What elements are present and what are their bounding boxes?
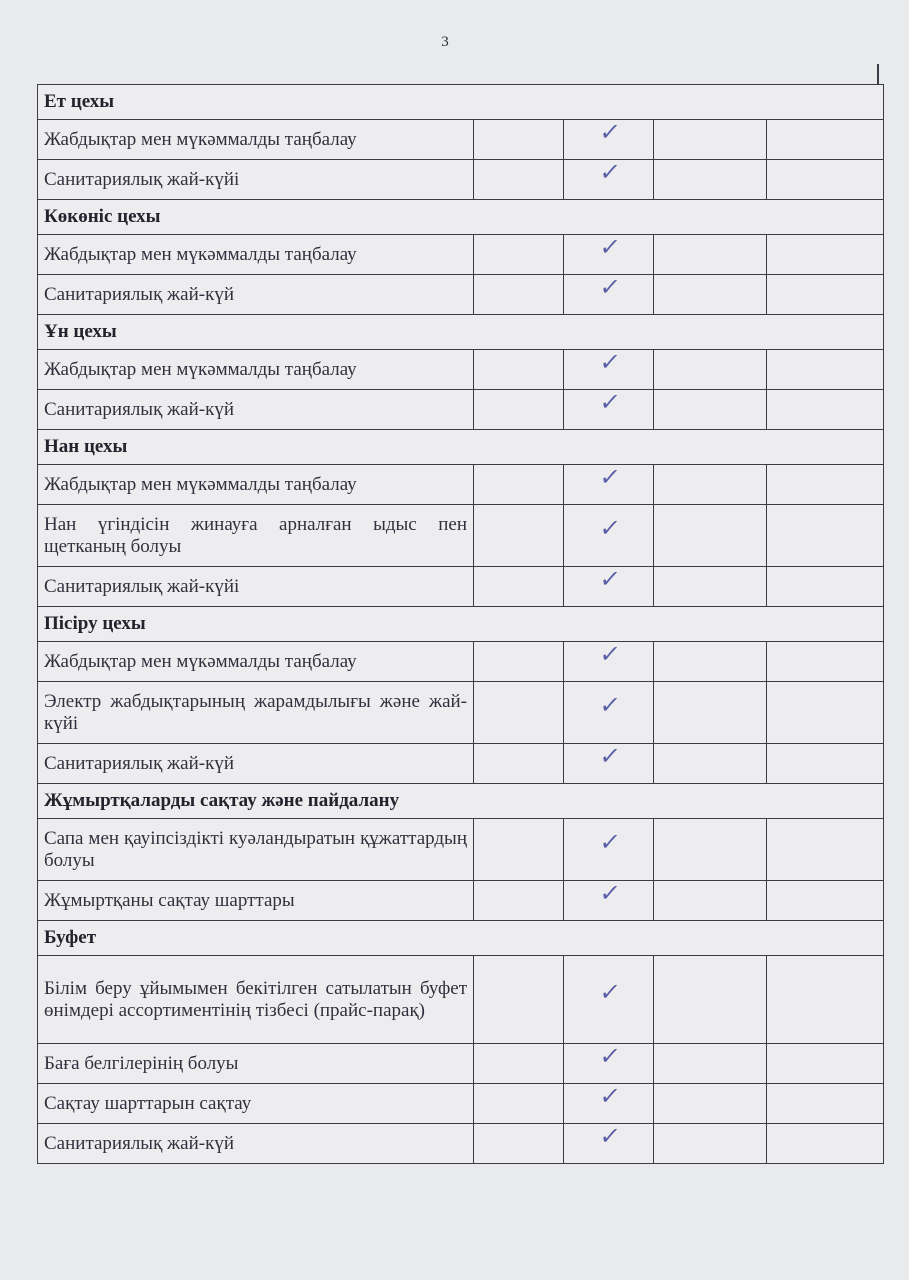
mark-cell-3[interactable] xyxy=(654,682,767,744)
section-title: Буфет xyxy=(38,921,884,956)
mark-cell-2[interactable] xyxy=(564,505,654,567)
criterion-label: Сапа мен қауіпсіздікті куәландыратын құжаттардың болуы xyxy=(38,819,474,881)
mark-cell-3[interactable] xyxy=(654,1084,767,1124)
mark-cell-1[interactable] xyxy=(474,744,564,784)
mark-cell-3[interactable] xyxy=(654,1124,767,1164)
criterion-label: Жабдықтар мен мүкәммалды таңбалау xyxy=(38,235,474,275)
mark-cell-4[interactable] xyxy=(767,275,884,315)
mark-cell-2[interactable] xyxy=(564,567,654,607)
inspection-checklist-table xyxy=(37,84,884,1164)
criterion-label: Жабдықтар мен мүкәммалды таңбалау xyxy=(38,465,474,505)
mark-cell-1[interactable] xyxy=(474,120,564,160)
mark-cell-3[interactable] xyxy=(654,465,767,505)
mark-cell-1[interactable] xyxy=(474,160,564,200)
mark-cell-4[interactable] xyxy=(767,567,884,607)
mark-cell-2[interactable] xyxy=(564,682,654,744)
mark-cell-1[interactable] xyxy=(474,505,564,567)
checkmark-icon: ✓ xyxy=(598,828,623,856)
checklist-row xyxy=(38,1044,884,1084)
mark-cell-1[interactable] xyxy=(474,275,564,315)
mark-cell-3[interactable] xyxy=(654,390,767,430)
mark-cell-4[interactable] xyxy=(767,956,884,1044)
mark-cell-2[interactable] xyxy=(564,1044,654,1084)
criterion-label: Жұмыртқаны сақтау шарттары xyxy=(38,881,474,921)
checklist-row xyxy=(38,956,884,1044)
checkmark-icon: ✓ xyxy=(598,879,623,907)
checkmark-icon: ✓ xyxy=(598,388,623,416)
checklist-row xyxy=(38,160,884,200)
mark-cell-2[interactable] xyxy=(564,744,654,784)
mark-cell-1[interactable] xyxy=(474,465,564,505)
criterion-label: Санитариялық жай-күй xyxy=(38,1124,474,1164)
mark-cell-1[interactable] xyxy=(474,956,564,1044)
checklist-row xyxy=(38,505,884,567)
checklist-row xyxy=(38,1124,884,1164)
mark-cell-2[interactable] xyxy=(564,390,654,430)
checklist-row xyxy=(38,1084,884,1124)
mark-cell-1[interactable] xyxy=(474,390,564,430)
checklist-row xyxy=(38,642,884,682)
criterion-label: Санитариялық жай-күй xyxy=(38,275,474,315)
criterion-label: Санитариялық жай-күйі xyxy=(38,160,474,200)
mark-cell-2[interactable] xyxy=(564,956,654,1044)
mark-cell-2[interactable] xyxy=(564,235,654,275)
criterion-label: Сақтау шарттарын сақтау xyxy=(38,1084,474,1124)
checkmark-icon: ✓ xyxy=(598,158,623,186)
section-header-row xyxy=(38,784,884,819)
criterion-label: Санитариялық жай-күйі xyxy=(38,567,474,607)
mark-cell-4[interactable] xyxy=(767,881,884,921)
checkmark-icon: ✓ xyxy=(598,1082,623,1110)
mark-cell-4[interactable] xyxy=(767,1044,884,1084)
checkmark-icon: ✓ xyxy=(598,691,623,719)
checkmark-icon: ✓ xyxy=(598,742,623,770)
mark-cell-1[interactable] xyxy=(474,567,564,607)
mark-cell-2[interactable] xyxy=(564,642,654,682)
section-header-row xyxy=(38,315,884,350)
criterion-label: Баға белгілерінің болуы xyxy=(38,1044,474,1084)
mark-cell-4[interactable] xyxy=(767,120,884,160)
section-header-row xyxy=(38,85,884,120)
mark-cell-4[interactable] xyxy=(767,1084,884,1124)
checkmark-icon: ✓ xyxy=(598,463,623,491)
page-number: 3 xyxy=(441,34,449,50)
checkmark-icon: ✓ xyxy=(598,1122,623,1150)
mark-cell-4[interactable] xyxy=(767,1124,884,1164)
checkmark-icon: ✓ xyxy=(598,348,623,376)
criterion-label: Электр жабдықтарының жарамдылығы және жай-күйі xyxy=(38,682,474,744)
mark-cell-2[interactable] xyxy=(564,1124,654,1164)
section-header-row xyxy=(38,200,884,235)
mark-cell-2[interactable] xyxy=(564,160,654,200)
mark-cell-4[interactable] xyxy=(767,682,884,744)
criterion-label: Жабдықтар мен мүкәммалды таңбалау xyxy=(38,642,474,682)
mark-cell-3[interactable] xyxy=(654,567,767,607)
criterion-label: Санитариялық жай-күй xyxy=(38,744,474,784)
checklist-row xyxy=(38,567,884,607)
mark-cell-4[interactable] xyxy=(767,465,884,505)
mark-cell-2[interactable] xyxy=(564,350,654,390)
mark-cell-3[interactable] xyxy=(654,275,767,315)
section-title: Ұн цехы xyxy=(38,315,884,350)
section-header-row xyxy=(38,430,884,465)
mark-cell-3[interactable] xyxy=(654,744,767,784)
mark-cell-2[interactable] xyxy=(564,120,654,160)
criterion-label: Нан үгіндісін жинауға арналған ыдыс пен щетканың болуы xyxy=(38,505,474,567)
mark-cell-2[interactable] xyxy=(564,465,654,505)
top-border-line xyxy=(877,64,879,86)
mark-cell-1[interactable] xyxy=(474,1044,564,1084)
mark-cell-3[interactable] xyxy=(654,505,767,567)
criterion-label: Жабдықтар мен мүкәммалды таңбалау xyxy=(38,350,474,390)
checklist-row xyxy=(38,682,884,744)
mark-cell-2[interactable] xyxy=(564,1084,654,1124)
checkmark-icon: ✓ xyxy=(598,514,623,542)
checklist-row xyxy=(38,235,884,275)
checklist-row xyxy=(38,275,884,315)
mark-cell-2[interactable] xyxy=(564,275,654,315)
mark-cell-1[interactable] xyxy=(474,1084,564,1124)
mark-cell-3[interactable] xyxy=(654,120,767,160)
section-header-row xyxy=(38,921,884,956)
mark-cell-3[interactable] xyxy=(654,881,767,921)
mark-cell-4[interactable] xyxy=(767,390,884,430)
criterion-label: Жабдықтар мен мүкәммалды таңбалау xyxy=(38,120,474,160)
mark-cell-3[interactable] xyxy=(654,956,767,1044)
checklist-row xyxy=(38,881,884,921)
mark-cell-4[interactable] xyxy=(767,505,884,567)
mark-cell-1[interactable] xyxy=(474,881,564,921)
checklist-row xyxy=(38,744,884,784)
checklist-row xyxy=(38,465,884,505)
section-title: Пісіру цехы xyxy=(38,607,884,642)
mark-cell-2[interactable] xyxy=(564,819,654,881)
mark-cell-4[interactable] xyxy=(767,744,884,784)
mark-cell-2[interactable] xyxy=(564,881,654,921)
checkmark-icon: ✓ xyxy=(598,118,623,146)
mark-cell-1[interactable] xyxy=(474,682,564,744)
mark-cell-3[interactable] xyxy=(654,160,767,200)
checklist-row xyxy=(38,390,884,430)
criterion-label: Білім беру ұйымымен бекітілген сатылатын буфет өнімдері ассортиментінің тізбесі (прайс-парақ) xyxy=(38,956,474,1044)
mark-cell-1[interactable] xyxy=(474,235,564,275)
mark-cell-4[interactable] xyxy=(767,160,884,200)
mark-cell-4[interactable] xyxy=(767,642,884,682)
mark-cell-1[interactable] xyxy=(474,350,564,390)
checklist-body xyxy=(38,85,884,1164)
mark-cell-1[interactable] xyxy=(474,819,564,881)
criterion-label: Санитариялық жай-күй xyxy=(38,390,474,430)
checkmark-icon: ✓ xyxy=(598,233,623,261)
checklist-row xyxy=(38,350,884,390)
mark-cell-3[interactable] xyxy=(654,819,767,881)
checkmark-icon: ✓ xyxy=(598,565,623,593)
mark-cell-3[interactable] xyxy=(654,642,767,682)
mark-cell-3[interactable] xyxy=(654,350,767,390)
checkmark-icon: ✓ xyxy=(598,978,623,1006)
mark-cell-3[interactable] xyxy=(654,1044,767,1084)
checkmark-icon: ✓ xyxy=(598,640,623,668)
checkmark-icon: ✓ xyxy=(598,273,623,301)
section-title: Көкөніс цехы xyxy=(38,200,884,235)
mark-cell-4[interactable] xyxy=(767,819,884,881)
section-header-row xyxy=(38,607,884,642)
mark-cell-3[interactable] xyxy=(654,235,767,275)
mark-cell-1[interactable] xyxy=(474,1124,564,1164)
checkmark-icon: ✓ xyxy=(598,1042,623,1070)
section-title: Нан цехы xyxy=(38,430,884,465)
section-title: Ет цехы xyxy=(38,85,884,120)
mark-cell-4[interactable] xyxy=(767,235,884,275)
checklist-row xyxy=(38,819,884,881)
mark-cell-4[interactable] xyxy=(767,350,884,390)
mark-cell-1[interactable] xyxy=(474,642,564,682)
checklist-row xyxy=(38,120,884,160)
section-title: Жұмыртқаларды сақтау және пайдалану xyxy=(38,784,884,819)
